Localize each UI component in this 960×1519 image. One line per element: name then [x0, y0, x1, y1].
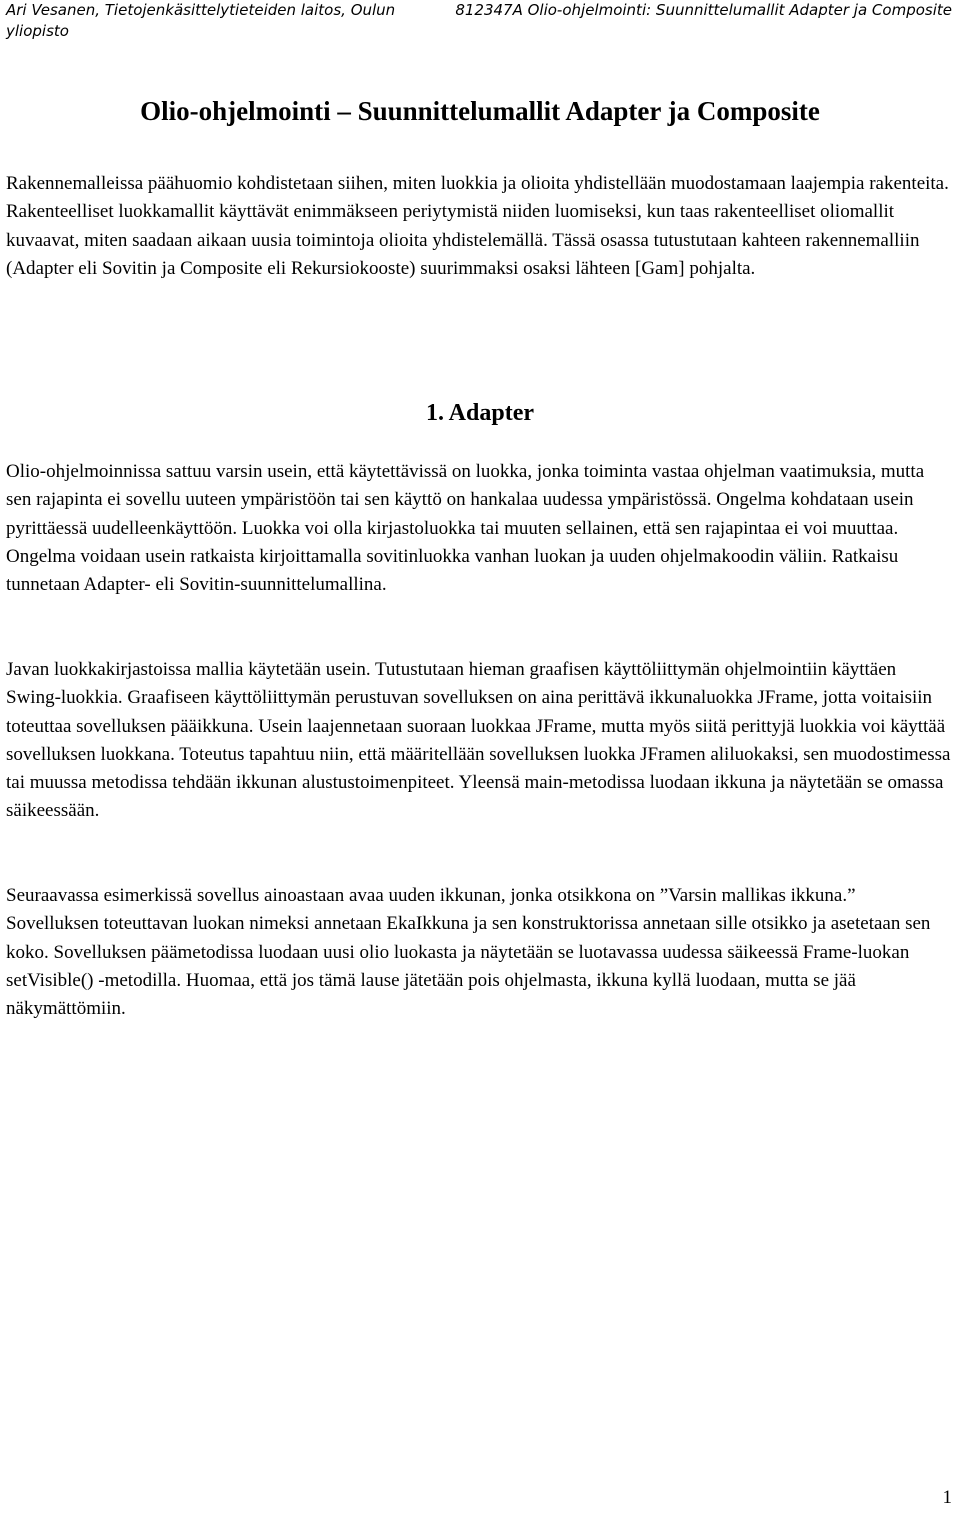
- section-heading: 1. Adapter: [426, 400, 534, 426]
- body-paragraph: Olio-ohjelmoinnissa sattuu varsin usein, että käytettävissä on luokka, jonka toiminta vastaa ohjelman vaatimuksia, mutta sen rajapinta ei sovellu uuteen ympäristöön tai sen käyttö on hankalaa uudessa ympäristössä. Ongelma kohdataan usein pyrittäessä uudelleenkäyttöön. Luokka voi olla kirjastoluokka tai muuten sellainen, että sen rajapintaa ei voi muuttaa. Ongelma voidaan usein ratkaista kirjoittamalla sovitinluokka vanhan luokan ja uuden ohjelmakoodin väliin. Ratkaisu tunnetaan Adapter- eli Sovitin-suunnittelumallina.: [6, 461, 925, 596]
- body-paragraph: Seuraavassa esimerkissä sovellus ainoastaan avaa uuden ikkunan, jonka otsikkona on ”Varsin mallikas ikkuna.” Sovelluksen toteuttavan luokan nimeksi annetaan EkaIkkuna ja sen konstruktorissa annetaan sille otsikko ja asetetaan sen koko. Sovelluksen päämetodissa luodaan uusi olio luokasta ja näytetään se luotavassa uudessa säikeessä Frame-luokan setVisible() -metodilla. Huomaa, että jos tämä lause jätetään pois ohjelmasta, ikkuna kyllä luodaan, mutta se jää näkymättömiin.: [6, 885, 931, 1020]
- document-title: Olio-ohjelmointi – Suunnittelumallit Adapter ja Composite: [140, 96, 820, 126]
- header-author: Ari Vesanen, Tietojenkäsittelytieteiden laitos, Oulun yliopisto: [6, 1, 396, 40]
- page-number: 1: [942, 1487, 952, 1508]
- body-paragraph: Javan luokkakirjastoissa mallia käytetään usein. Tutustutaan hieman graafisen käyttöliittymän ohjelmointiin käyttäen Swing-luokkia. Graafiseen käyttöliittymän perustuvan sovelluksen on aina perittävä ikkunaluokka JFrame, jotta voitaisiin toteuttaa sovelluksen pääikkuna. Usein laajennetaan suoraan luokkaa JFrame, mutta myös siitä perittyjä luokkia voi käyttää sovelluksen luokkana. Toteutus tapahtuu niin, että määritellään sovelluksen luokka JFramen aliluokaksi, sen muodostimessa tai muussa metodissa tehdään ikkunan alustustoimenpiteet. Yleensä main-metodissa luodaan ikkuna ja näytetään se omassa säikeessään.: [6, 659, 951, 822]
- header-course: 812347A Olio-ohjelmointi: Suunnittelumallit Adapter ja Composite: [455, 1, 952, 19]
- intro-paragraph: Rakennemalleissa päähuomio kohdistetaan siihen, miten luokkia ja olioita yhdistellään muodostamaan laajempia rakenteita. Rakenteelliset luokkamallit käyttävät enimmäkseen periytymistä niiden luomiseksi, kun taas rakenteelliset oliomallit kuvaavat, miten saadaan aikaan uusia toimintoja olioita yhdistelemällä. Tässä osassa tutustutaan kahteen rakennemalliin (Adapter eli Sovitin ja Composite eli Rekursiokooste) suurimmaksi osaksi lähteen [Gam] pohjalta.: [6, 173, 949, 279]
